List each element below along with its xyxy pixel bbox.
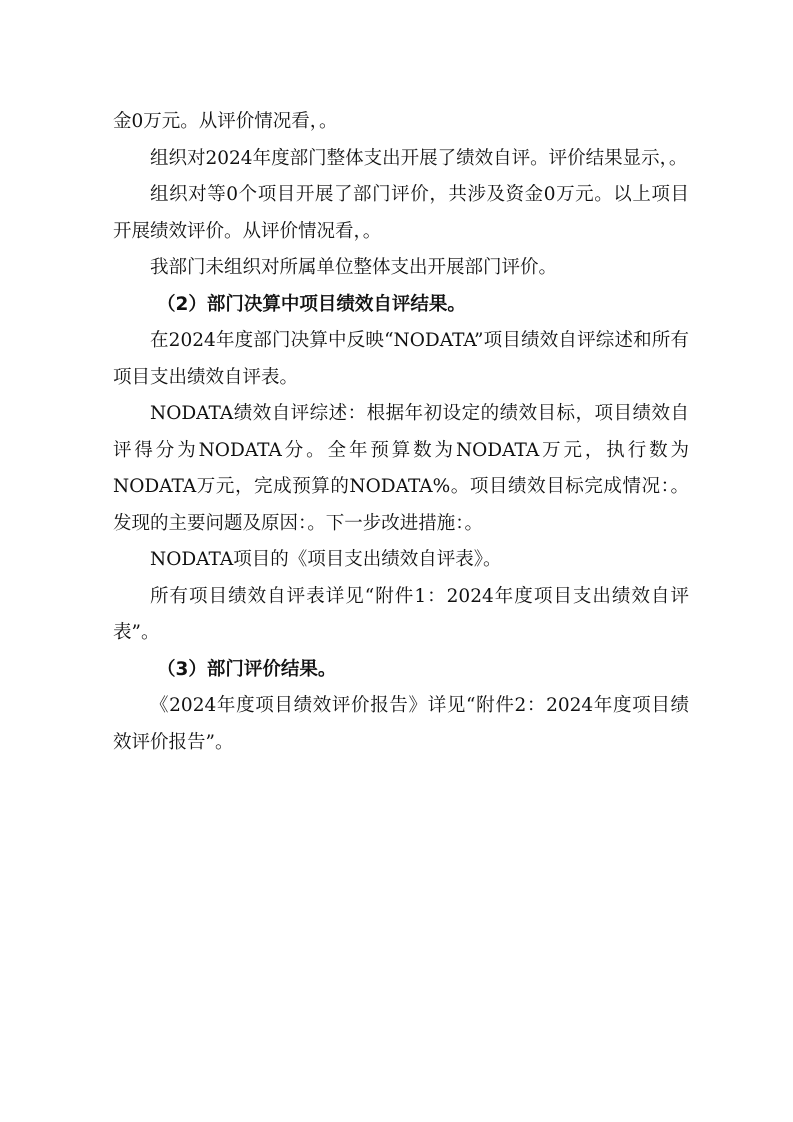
paragraph-self-evaluation-table: NODATA项目的《项目支出绩效自评表》。 bbox=[150, 549, 502, 570]
paragraph-attachment-1: 所有项目绩效自评表详见“附件1：2024年度项目支出绩效自评表”。 bbox=[113, 585, 689, 643]
paragraph-self-evaluation-summary: NODATA绩效自评综述：根据年初设定的绩效目标，项目绩效自评得分为NODATA分。全年预算数为NODATA万元，执行数为NODATA万元，完成预算的NODATA%。项目绩效目标完成情况：。发现的主要问题及原因：。下一步改进措施：。 bbox=[113, 403, 689, 534]
paragraph-project-evaluation: 组织对等0个项目开展了部门评价，共涉及资金0万元。以上项目开展绩效评价。从评价情况看，。 bbox=[113, 184, 689, 242]
paragraph-subordinate-evaluation: 我部门未组织对所属单位整体支出开展部门评价。 bbox=[150, 257, 558, 278]
paragraph-overall-self-evaluation: 组织对2024年度部门整体支出开展了绩效自评。评价结果显示，。 bbox=[150, 147, 688, 169]
section-heading-project-self-evaluation: （2）部门决算中项目绩效自评结果。 bbox=[157, 293, 466, 315]
section-heading-department-evaluation: （3）部门评价结果。 bbox=[157, 658, 337, 680]
paragraph-attachment-2: 《2024年度项目绩效评价报告》详见“附件2：2024年度项目绩效评价报告”。 bbox=[113, 695, 689, 753]
paragraph-continuation: 金0万元。从评价情况看，。 bbox=[113, 111, 338, 132]
paragraph-final-accounts: 在2024年度部门决算中反映“NODATA”项目绩效自评综述和所有项目支出绩效自评表。 bbox=[113, 330, 689, 388]
document-body bbox=[113, 104, 689, 761]
